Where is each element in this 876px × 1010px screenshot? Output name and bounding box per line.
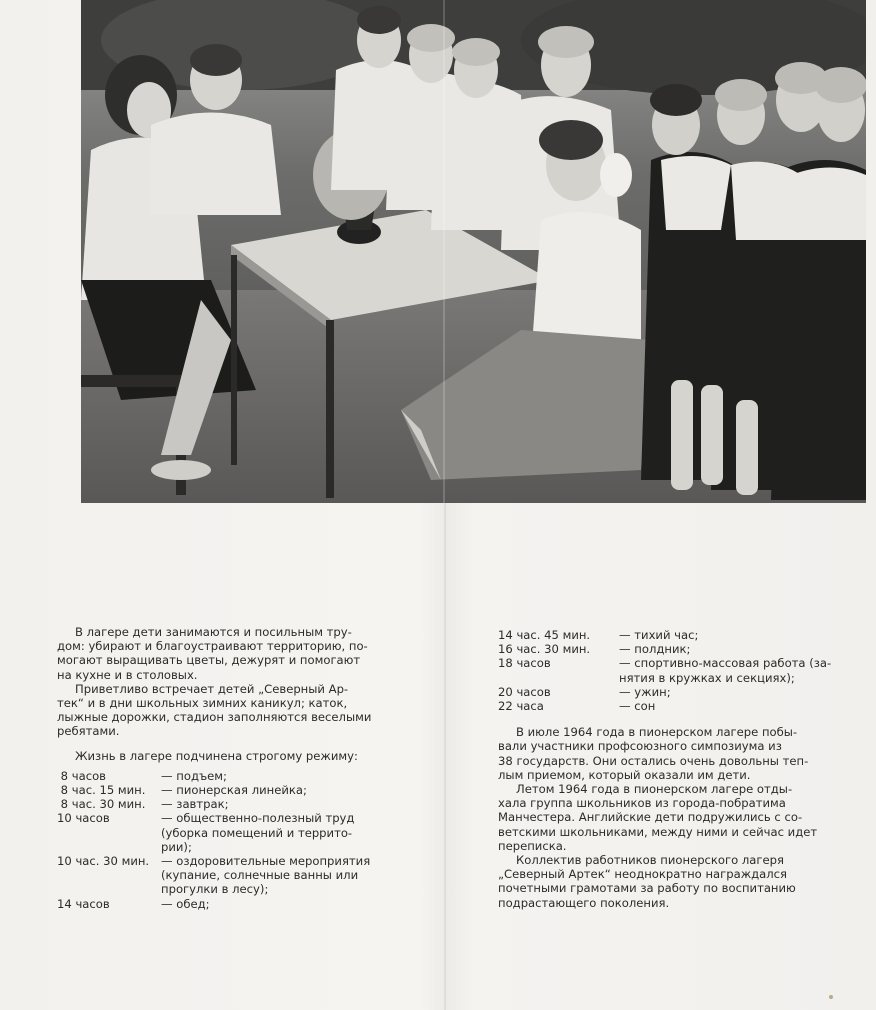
schedule-activity: — сон: [619, 699, 656, 714]
schedule-time: 18 часов: [498, 656, 551, 671]
schedule-activity: — пионерская линейка;: [161, 783, 307, 798]
schedule-time: 10 час. 30 мин.: [57, 854, 150, 869]
schedule-activity: — подъем;: [161, 768, 227, 783]
paragraph: В июле 1964 года в пионерском лагере побы- вали участники профсоюзного симпозиума из 38 государств. Они остались очень довольны теп- лым приемом, который оказали им дети.: [498, 725, 809, 782]
paragraph: В лагере дети занимаются и посильным тру- дом: убирают и благоустраивают территорию, по- могают выращивать цветы, дежурят и помогают на кухне и в столовых.: [57, 625, 368, 682]
schedule-activity: — обед;: [161, 896, 210, 911]
schedule-time: 14 час. 45 мин.: [498, 628, 591, 642]
schedule-activity: — тихий час;: [619, 628, 699, 642]
schedule-intro: Жизнь в лагере подчинена строгому режиму:: [75, 748, 358, 763]
left-text-column: [57, 625, 393, 911]
photo-icon: [81, 0, 866, 503]
paper-spot: [829, 995, 833, 999]
schedule-time: 22 часа: [498, 699, 544, 714]
group-photo: [81, 0, 866, 503]
schedule-activity: — оздоровительные мероприятия (купание, солнечные ванны или прогулки в лесу);: [161, 854, 371, 897]
schedule-activity: — завтрак;: [161, 797, 229, 812]
schedule-time: 20 часов: [498, 684, 551, 699]
schedule-time: 8 час. 30 мин.: [57, 797, 146, 812]
right-text-column: [498, 628, 838, 910]
schedule-list: [498, 628, 838, 713]
schedule-activity: — полдник;: [619, 642, 691, 657]
schedule-time: 14 часов: [57, 896, 110, 911]
paragraph: Приветливо встречает детей „Северный Ар- тек“ и в дни школьных зимних каникул; каток, лыжные дорожки, стадион заполняются веселыми ребятами.: [57, 681, 372, 739]
schedule-time: 16 час. 30 мин.: [498, 642, 591, 657]
schedule-activity: — общественно-полезный труд (уборка помещений и террито- рии);: [161, 811, 355, 854]
paragraph: Летом 1964 года в пионерском лагере отды- хала группа школьников из города-побратима Манчестера. Английские дети подружились с со- ветскими школьниками, между ними и сейчас идет переписка.: [498, 782, 818, 853]
paragraph: Коллектив работников пионерского лагеря „Северный Артек“ неоднократно награждался почетными грамотами за работу по воспитанию подрастающего поколения.: [498, 853, 796, 910]
schedule-activity: — ужин;: [619, 684, 671, 699]
schedule-time: 10 часов: [57, 811, 110, 826]
schedule-time: 8 час. 15 мин.: [57, 783, 146, 798]
schedule-list: [57, 769, 393, 911]
schedule-time: 8 часов: [57, 768, 107, 783]
spacer: [498, 713, 838, 725]
schedule-activity: — спортивно-массовая работа (за- нятия в кружках и секциях);: [619, 656, 832, 685]
